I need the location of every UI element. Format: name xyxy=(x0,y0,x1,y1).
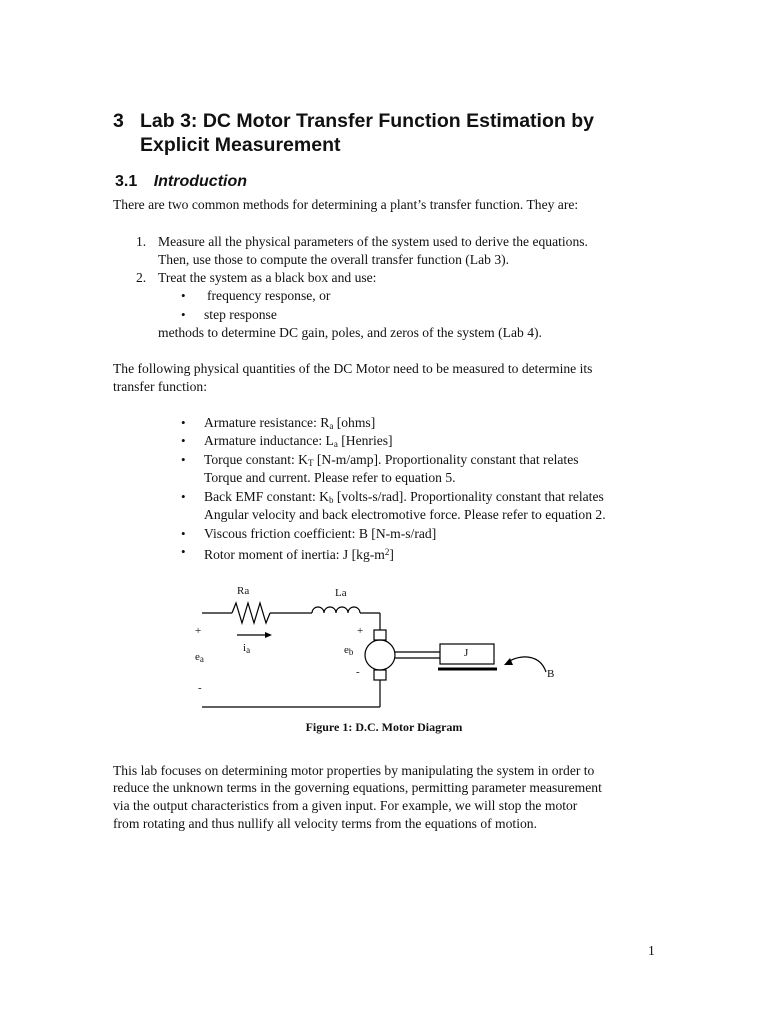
label-minus-left: - xyxy=(198,682,202,694)
chapter-number: 3 xyxy=(113,110,124,132)
label-minus-right: - xyxy=(356,666,360,678)
closing-line3: via the output characteristics from a given input. For example, we will stop the motor xyxy=(113,798,578,813)
closing-line4: from rotating and thus nullify all velocity terms from the equations of motion. xyxy=(113,816,537,831)
resistor-icon xyxy=(232,603,270,623)
motor-icon xyxy=(365,640,395,670)
label-eb: $e_b$ xyxy=(344,644,354,657)
label-j: J xyxy=(464,647,469,659)
quantities-intro-line1: The following physical quantities of the DC Motor need to be measured to determine its xyxy=(113,361,593,376)
label-b: B xyxy=(547,668,555,680)
quantity-armature-inductance: Armature inductance: $L_a$ [Henries] xyxy=(204,433,393,449)
methods-tail: methods to determine DC gain, poles, and zeros of the system (Lab 4). xyxy=(158,325,542,340)
label-plus-right: + xyxy=(357,625,364,637)
closing-line1: This lab focuses on determining motor properties by manipulating the system in order to xyxy=(113,763,595,778)
closing-line2: reduce the unknown terms in the governing equations, permitting parameter measurement xyxy=(113,780,602,795)
sub-bullet-step: step response xyxy=(204,307,277,322)
label-ia: $i_a$ xyxy=(243,642,251,655)
bullet-icon: • xyxy=(181,307,186,322)
quantities-intro-line2: transfer function: xyxy=(113,379,207,394)
section-title: Introduction xyxy=(153,173,248,190)
bullet-icon: • xyxy=(181,489,186,504)
method-1-line1: Measure all the physical parameters of the system used to derive the equations. xyxy=(158,234,588,249)
method-2-number: 2. xyxy=(136,270,147,285)
method-2-line1: Treat the system as a black box and use: xyxy=(158,270,377,285)
figure-caption: Figure 1: D.C. Motor Diagram xyxy=(305,720,463,734)
quantity-back-emf: Back EMF constant: $K_b$ [volts-s/rad]. Proportionality constant that relates xyxy=(204,489,604,505)
section-number: 3.1 xyxy=(115,173,138,190)
bullet-icon: • xyxy=(181,433,186,448)
method-1-number: 1. xyxy=(136,234,147,249)
bullet-icon: • xyxy=(181,288,186,303)
sub-bullet-frequency: frequency response, or xyxy=(207,288,331,303)
bullet-icon: • xyxy=(181,526,186,541)
intro-paragraph: There are two common methods for determining a plant’s transfer function. They are: xyxy=(113,197,579,212)
label-ea: $e_a$ xyxy=(195,651,204,664)
page-number: 1 xyxy=(648,943,655,958)
quantity-torque-constant: Torque constant: $K_T$ [N-m/amp]. Proportionality constant that relates xyxy=(204,452,579,468)
label-plus-left: + xyxy=(195,625,202,637)
quantity-back-emf-line2: Angular velocity and back electromotive force. Please refer to equation 2. xyxy=(204,507,606,522)
chapter-heading xyxy=(113,109,673,161)
section-heading xyxy=(115,173,247,191)
chapter-title-line2: Explicit Measurement xyxy=(140,134,341,156)
bullet-icon: • xyxy=(181,544,186,559)
inductor-icon xyxy=(312,607,360,613)
quantity-torque-constant-line2: Torque and current. Please refer to equation 5. xyxy=(204,470,456,485)
bullet-icon: • xyxy=(181,415,186,430)
quantity-viscous-friction: Viscous friction coefficient: B [N-m-s/rad] xyxy=(204,526,437,541)
bullet-icon: • xyxy=(181,452,186,467)
label-la: La xyxy=(335,587,347,599)
label-ra: Ra xyxy=(237,585,250,597)
quantity-armature-resistance: Armature resistance: $R_a$ [ohms] xyxy=(204,415,376,431)
quantity-rotor-inertia: Rotor moment of inertia: J $[kg-m^2]$ xyxy=(204,547,394,562)
method-1-line2: Then, use those to compute the overall transfer function (Lab 3). xyxy=(158,252,510,267)
chapter-title-line1: Lab 3: DC Motor Transfer Function Estimation by xyxy=(140,110,594,132)
